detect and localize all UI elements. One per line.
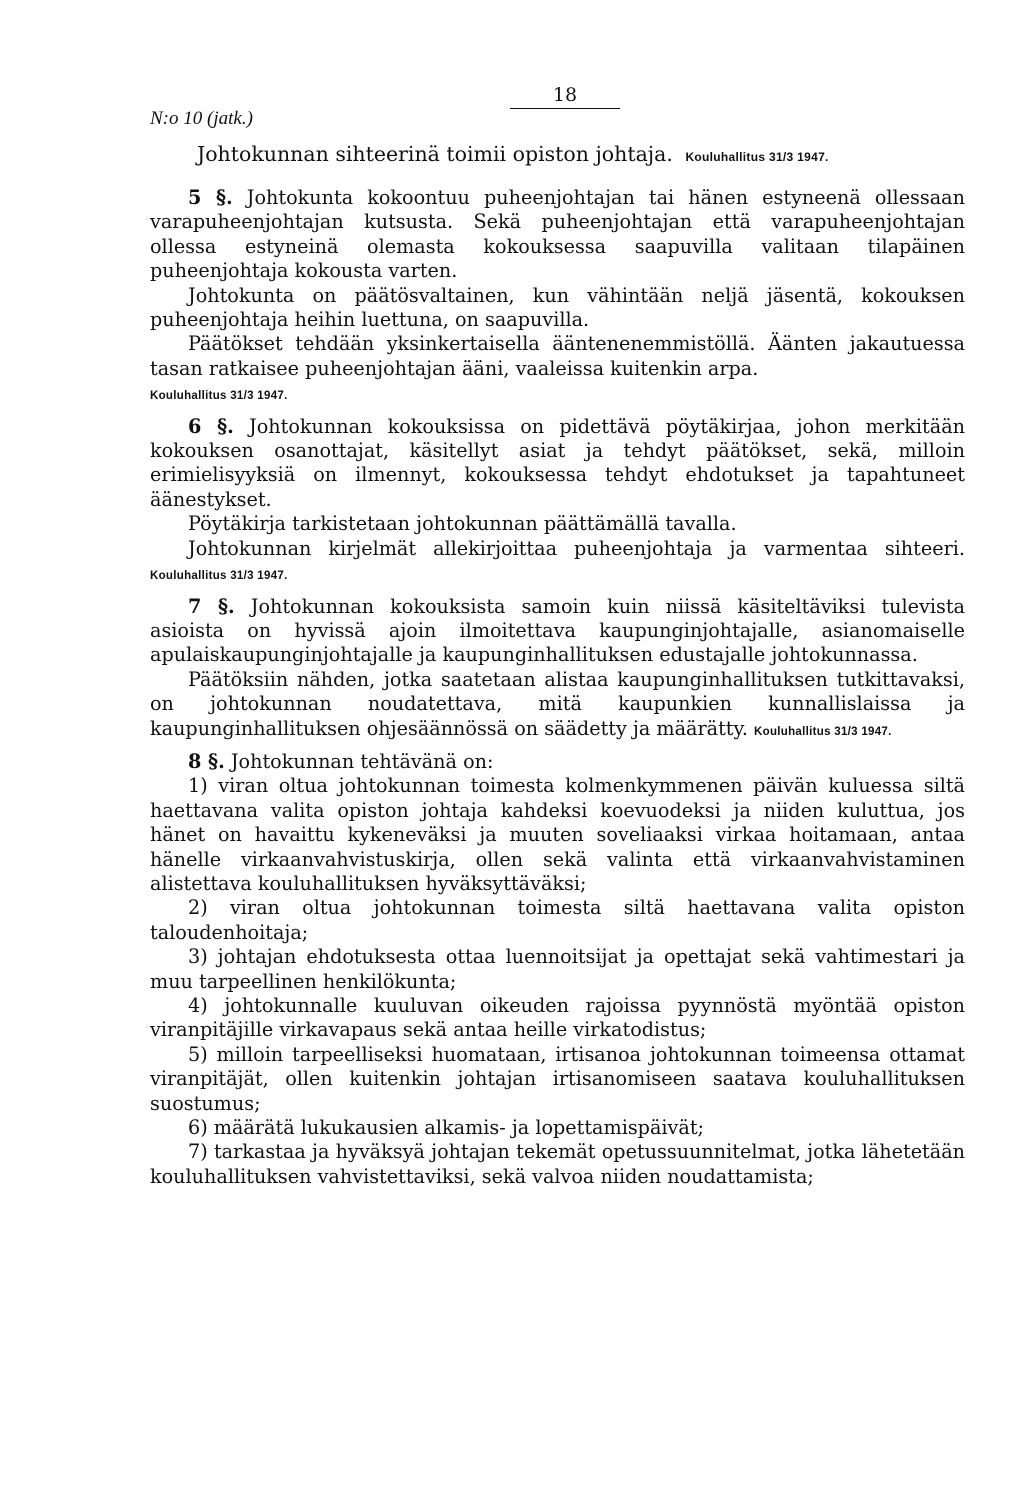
section-heading [197,142,829,166]
list-item: 7) tarkastaa ja hyväksyä johtajan tekemät opetussuunnitelmat, jotka lähetetään kouluhallituksen vahvistettaviksi, sekä valvoa niiden noudattamista; [150,1140,965,1188]
paragraph: Johtokunta on päätösvaltainen, kun vähintään neljä jäsentä, kokouksen puheenjohtaja heihin luettuna, on saapuvilla. [150,283,965,332]
paragraph-text: Päätökset tehdään yksinkertaisella ääntenenemmistöllä. Äänten jakautuessa tasan ratkaisee puheenjohtajan ääni, vaaleissa kuitenkin arpa. [150,332,965,380]
heading-reference: Kouluhallitus 31/3 1947. [685,150,829,164]
document-body [150,180,965,1189]
section-number: 5 §. [188,186,233,209]
section-number: 8 §. [188,749,225,773]
section-8 [150,750,965,1189]
section-5 [150,186,965,409]
paragraph-text: Johtokunnan kokouksissa on pidettävä pöytäkirjaa, johon merkitään kokouksen osanottajat, käsitellyt asiat ja tehdyt päätökset, sekä, milloin erimielisyyksiä on ilmennyt, kokouksessa tehdyt ehdotukset ja tapahtuneet äänestykset. [150,414,965,511]
paragraph-text: Johtokunta kokoontuu puheenjohtajan tai hänen estyneenä ollessaan varapuheenjohtajan kutsusta. Sekä puheenjohtajan että varapuheenjohtajan ollessa estyneinä olemasta kokouksessa saapuvilla valitaan tilapäinen puheenjohtaja kokousta varten. [150,186,965,283]
paragraph [150,595,965,668]
list-item: 5) milloin tarpeelliseksi huomataan, irtisanoa johtokunnan toimeensa ottamat viranpitäjät, ollen kuitenkin johtajan irtisanomiseen saatava kouluhallituksen suostumus; [150,1042,965,1115]
list-item: 6) määrätä lukukausien alkamis- ja lopettamispäivät; [188,1116,704,1140]
list-item: 2) viran oltua johtokunnan toimesta siltä haettavana valita opiston taloudenhoitaja; [150,896,965,944]
paragraph-text: Johtokunnan kokouksista samoin kuin niissä käsiteltäviksi tulevista asioista on hyvissä ajoin ilmoitettava kaupunginjohtajalle, asianomaiselle apulaiskaupunginjohtajalle ja kaupunginhallituksen edustajalle johtokunnassa. [150,594,965,667]
paragraph [150,186,965,284]
continuation-label: N:o 10 (jatk.) [150,108,253,129]
reference: Kouluhallitus 31/3 1947. [150,570,288,583]
paragraph: Pöytäkirja tarkistetaan johtokunnan päättämällä tavalla. [188,512,737,536]
paragraph-text: Johtokunnan kirjelmät allekirjoittaa puheenjohtaja ja varmentaa sihteeri. [188,536,965,560]
list-item: 1) viran oltua johtokunnan toimesta kolmenkymmenen päivän kuluessa siltä haettavana valita opiston johtaja kahdeksi koevuodeksi ja niiden kuluttua, jos hänet on havaittu kykeneväksi ja muuten soveliaaksi virkaa hoitamaan, antaa hänelle virkaanvahvistuskirja, ollen sekä valinta että virkaanvahvistaminen alistettava kouluhallituksen hyväksyttäväksi; [150,774,965,895]
paragraph [150,415,965,513]
paragraph [150,332,965,381]
page-number: 18 [510,84,620,109]
heading-text: Johtokunnan sihteerinä toimii opiston johtaja. [197,142,673,166]
list-item: 3) johtajan ehdotuksesta ottaa luennoitsijat ja opettajat sekä vahtimestari ja muu tarpeellinen henkilökunta; [150,945,965,993]
paragraph-text: Päätöksiin nähden, jotka saatetaan alistaa kaupunginhallituksen tutkittavaksi, on johtokunnan noudatettava, mitä kaupunkien kunnallislaissa ja kaupunginhallituksen ohjesäännössä on säädetty ja määrätty. [150,667,965,740]
reference-line [150,381,965,408]
section-number: 7 §. [188,594,235,618]
list-item: 4) johtokunnalle kuuluvan oikeuden rajoissa pyynnöstä myöntää opiston viranpitäjille virkavapaus sekä antaa heille virkatodistus; [150,994,965,1042]
reference: Kouluhallitus 31/3 1947. [754,725,892,738]
section-number: 6 §. [188,414,234,438]
section-7 [150,595,965,744]
paragraph [150,750,965,774]
paragraph [150,537,965,589]
section-6 [150,415,965,589]
paragraph [150,668,965,744]
paragraph-text: Johtokunnan tehtävänä on: [230,749,494,773]
reference: Kouluhallitus 31/3 1947. [150,390,288,403]
